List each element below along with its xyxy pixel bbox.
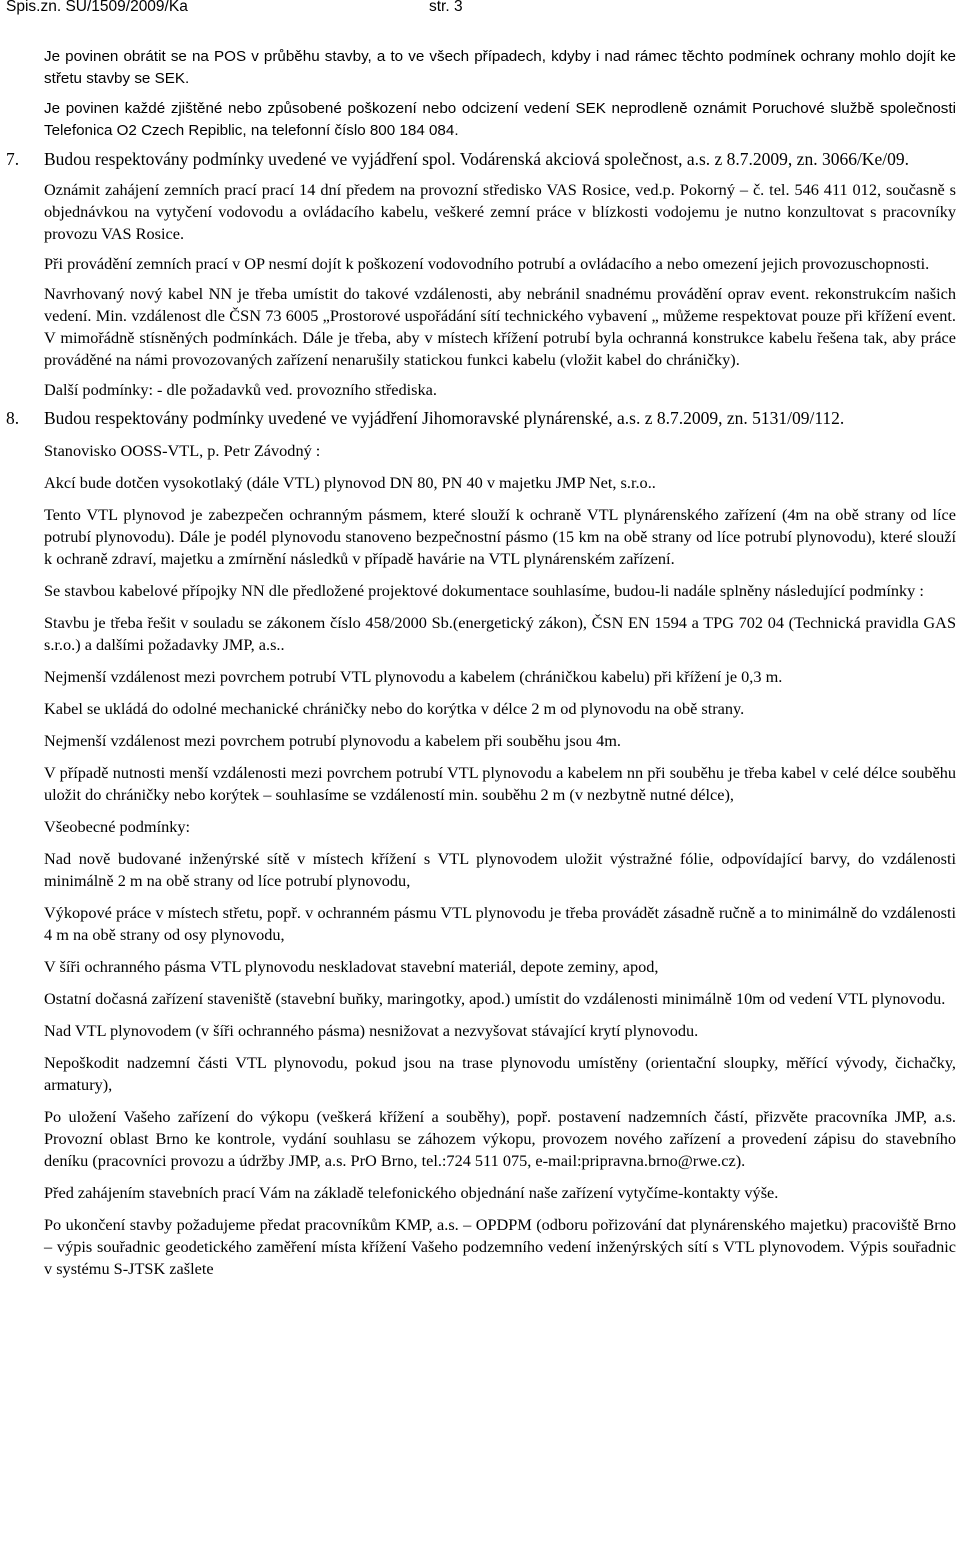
paragraph: Před zahájením stavebních prací Vám na základě telefonického objednání naše zařízení vytyčíme-kontakty výše.	[44, 1183, 779, 1202]
paragraph: V případě nutnosti menší vzdálenosti mezi povrchem potrubí VTL plynovodu a kabelem nn při souběhu je třeba kabel v celé délce souběhu uložit do chráničky nebo korýtek – souhlasíme se vzdáleností min. souběhu 2 m (v nezbytně nutné délce),	[44, 763, 956, 804]
paragraph: Nad nově budované inženýrské sítě v místech křížení s VTL plynovodem uložit výstražné fólie, odpovídající barvy, do vzdálenosti minimálně 2 m na obě strany od líce potrubí plynovodu,	[44, 849, 956, 890]
paragraph: Po ukončení stavby požadujeme předat pracovníkům KMP, a.s. – OPDPM (odboru pořizování dat plynárenského majetku) pracoviště Brno – výpis souřadnic geodetického zaměření místa křížení Vašeho podzemního vedení inženýrských sítí s VTL plynovodem. Výpis souřadnic v systému S-JTSK zašlete	[44, 1215, 956, 1278]
paragraph: Po uložení Vašeho zařízení do výkopu (veškerá křížení a souběhy), popř. postavení nadzemních částí, přizvěte pracovníka JMP, a.s. Provozní oblast Brno ke kontrole, vydání souhlasu se záhozem výkopu, provozem nového zařízení a provedení zápisu do stavebního deníku (pracovníci provozu a údržby JMP, a.s. PrO Brno, tel.:724 511 075, e-mail:pripravna.brno@rwe.cz).	[44, 1107, 956, 1170]
page-header	[6, 0, 956, 18]
numbered-item-8	[6, 407, 956, 430]
document-body	[6, 46, 956, 1280]
paragraph: Nepoškodit nadzemní části VTL plynovodu, pokud jsou na trase plynovodu umístěny (orientační sloupky, měřící vývody, čichačky, armatury),	[44, 1053, 956, 1094]
paragraph: Akcí bude dotčen vysokotlaký (dále VTL) plynovod DN 80, PN 40 v majetku JMP Net, s.r.o..	[44, 473, 656, 492]
paragraph: Je povinen každé zjištěné nebo způsobené poškození nebo odcizení vedení SEK neprodleně oznámit Poruchové službě společnosti Telefonica O2 Czech Repiblic, na telefonní číslo 800 184 084.	[44, 100, 956, 139]
paragraph: Další podmínky: - dle požadavků ved. provozního střediska.	[44, 380, 437, 399]
paragraph: V šíři ochranného pásma VTL plynovodu neskladovat stavební materiál, depote zeminy, apod,	[44, 957, 659, 976]
item-number: 8.	[6, 408, 20, 428]
paragraph: Výkopové práce v místech střetu, popř. v ochranném pásmu VTL plynovodu je třeba provádět zásadně ručně a to minimálně do vzdálenosti 4 m na obě strany od osy plynovodu,	[44, 903, 956, 944]
item-text: Budou respektovány podmínky uvedené ve vyjádření Jihomoravské plynárenské, a.s. z 8.7.2009, zn. 5131/09/112.	[44, 408, 845, 428]
paragraph: Při provádění zemních prací v OP nesmí dojít k poškození vodovodního potrubí a ovládacího a nebo omezení jejich provozuschopnosti.	[44, 254, 930, 273]
paragraph: Oznámit zahájení zemních prací prací 14 dní předem na provozní středisko VAS Rosice, ved.p. Pokorný – č. tel. 546 411 012, současně s objednávkou na vytyčení vodovodu a ovládacího kabelu, veškeré zemní práce v blízkosti vodojemu je nutno konzultovat s pracovníky provozu VAS Rosice.	[44, 180, 956, 243]
paragraph: Všeobecné podmínky:	[44, 817, 191, 836]
paragraph: Stavbu je třeba řešit v souladu se zákonem číslo 458/2000 Sb.(energetický zákon), ČSN EN 1594 a TPG 702 04 (Technická pravidla GAS s.r.o.) a dalšími požadavky JMP, a.s..	[44, 613, 956, 654]
paragraph: Nad VTL plynovodem (v šíři ochranného pásma) nesnižovat a nezvyšovat stávající krytí plynovodu.	[44, 1021, 699, 1040]
item-text: Budou respektovány podmínky uvedené ve vyjádření spol. Vodárenská akciová společnost, a.s. z 8.7.2009, zn. 3066/Ke/09.	[44, 149, 909, 169]
numbered-item-7	[6, 148, 956, 171]
paragraph: Nejmenší vzdálenost mezi povrchem potrubí plynovodu a kabelem při souběhu jsou 4m.	[44, 731, 621, 750]
paragraph: Je povinen obrátit se na POS v průběhu stavby, a to ve všech případech, kdyby i nad rámec těchto podmínek ochrany mohlo dojít ke střetu stavby se SEK.	[44, 48, 956, 87]
paragraph: Tento VTL plynovod je zabezpečen ochranným pásmem, které slouží k ochraně VTL plynárenského zařízení (4m na obě strany od líce potrubí plynovodu). Dále je podél plynovodu stanoveno bezpečnostní pásmo (15 km na obě strany od líce potrubí plynovodu), které slouží k ochraně zdraví, majetku a zmírnění následků v případě havárie na VTL plynárenském zařízení.	[44, 505, 956, 568]
paragraph: Navrhovaný nový kabel NN je třeba umístit do takové vzdálenosti, aby nebránil snadnému provádění oprav event. rekonstrukcím našich vedení. Min. vzdálenost dle ČSN 73 6005 „Prostorové uspořádání sítí technického vybavení „ můžeme respektovat pouze při křížení event. V mimořádně stísněných podmínkách. Dále je třeba, aby v místech křížení potrubí byla ochranná konstrukce kabelu řešena tak, aby práce prováděné na námi provozovaných zařízení nenarušily statickou funkci kabelu (vložit kabel do chráničky).	[44, 284, 956, 369]
page-number: str. 3	[429, 0, 463, 15]
paragraph: Stanovisko OOSS-VTL, p. Petr Závodný :	[44, 441, 321, 460]
paragraph: Ostatní dočasná zařízení staveniště (stavební buňky, maringotky, apod.) umístit do vzdálenosti minimálně 10m od vedení VTL plynovodu.	[44, 989, 946, 1008]
reference-number: Spis.zn. SU/1509/2009/Ka	[6, 0, 188, 15]
paragraph: Kabel se ukládá do odolné mechanické chráničky nebo do korýtka v délce 2 m od plynovodu na obě strany.	[44, 699, 745, 718]
paragraph: Se stavbou kabelové přípojky NN dle předložené projektové dokumentace souhlasíme, budou-li nadále splněny následující podmínky :	[44, 581, 924, 600]
item-number: 7.	[6, 149, 20, 169]
paragraph: Nejmenší vzdálenost mezi povrchem potrubí VTL plynovodu a kabelem (chráničkou kabelu) při křížení je 0,3 m.	[44, 667, 783, 686]
